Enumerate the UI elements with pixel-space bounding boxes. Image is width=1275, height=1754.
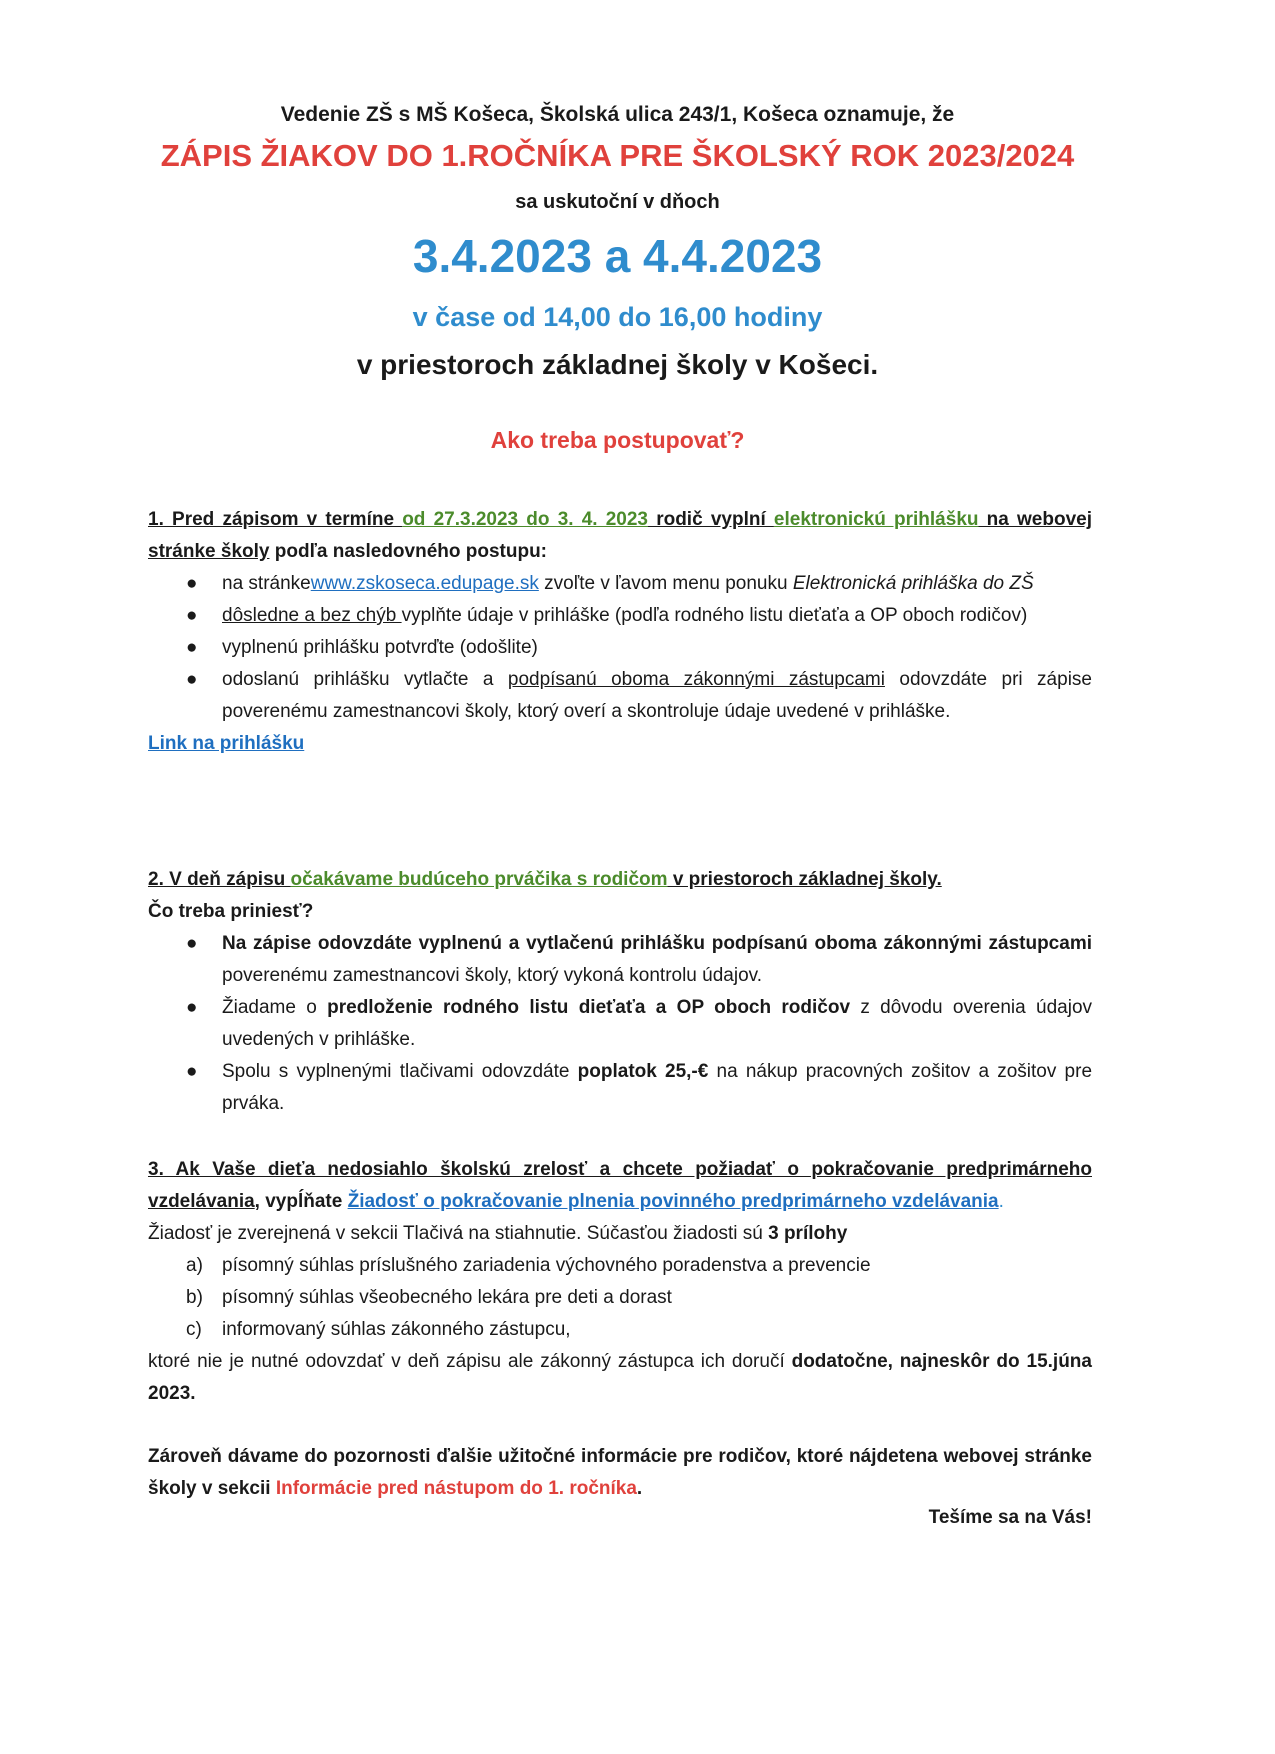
closing-paragraph: Zároveň dávame do pozornosti ďalšie užitočné informácie pre rodičov, ktoré nájdetena webovej stránke školy v sekcii Informácie pred nástupom do 1. ročníka. bbox=[148, 1446, 1092, 1499]
section-2-list bbox=[148, 928, 1092, 1120]
list-item: ● Žiadame o predloženie rodného listu dieťaťa a OP oboch rodičov z dôvodu overenia údajov uvedených v prihláške. bbox=[148, 992, 1092, 1056]
page-title: ZÁPIS ŽIAKOV DO 1.ROČNÍKA PRE ŠKOLSKÝ ROK 2023/2024 bbox=[160, 138, 1075, 173]
section-2-heading: 2. V deň zápisu očakávame budúceho prváčika s rodičom v priestoroch základnej školy. bbox=[148, 869, 942, 890]
sign-off: Tešíme sa na Vás! bbox=[928, 1507, 1092, 1528]
list-item: ● odoslanú prihlášku vytlačte a podpísanú oboma zákonnými zástupcami odovzdáte pri zápise poverenému zamestnancovi školy, ktorý overí a skontroluje údaje uvedené v prihláške. bbox=[148, 664, 1092, 728]
bullet-icon: ● bbox=[186, 933, 198, 954]
section-3-note: Žiadosť je zverejnená v sekcii Tlačivá na stiahnutie. Súčasťou žiadosti sú 3 prílohy bbox=[148, 1223, 848, 1244]
list-item: ● Spolu s vyplnenými tlačivami odovzdáte poplatok 25,-€ na nákup pracovných zošitov a zošitov pre prváka. bbox=[148, 1056, 1092, 1120]
bullet-icon: ● bbox=[186, 605, 198, 626]
school-website-link[interactable]: www.zskoseca.edupage.sk bbox=[310, 573, 539, 594]
bullet-icon: ● bbox=[186, 1061, 198, 1082]
list-item: c) informovaný súhlas zákonného zástupcu, bbox=[186, 1319, 571, 1340]
bullet-icon: ● bbox=[186, 573, 198, 594]
section-3 bbox=[148, 1154, 1092, 1410]
list-item: ● na stránkewww.zskoseca.edupage.sk zvoľte v ľavom menu ponuku Elektronická prihláška do ZŠ bbox=[148, 568, 1092, 600]
application-link[interactable]: Link na prihlášku bbox=[148, 733, 305, 754]
bullet-icon: ● bbox=[186, 637, 198, 658]
extension-request-link[interactable]: Žiadosť o pokračovanie plnenia povinného predprimárneho vzdelávania bbox=[347, 1191, 999, 1212]
list-item: ● vyplnenú prihlášku potvrďte (odošlite) bbox=[148, 632, 1092, 664]
section-3-heading: 3. Ak Vaše dieťa nedosiahlo školskú zrelosť a chcete požiadať o pokračovanie predprimárneho vzdelávania, vypĺňate Žiadosť o pokračovanie plnenia povinného predprimárneho vzdelávania. bbox=[148, 1159, 1092, 1212]
how-to-heading: Ako treba postupovať? bbox=[490, 427, 745, 453]
enrollment-time: v čase od 14,00 do 16,00 hodiny bbox=[412, 302, 823, 332]
enrollment-dates: 3.4.2023 a 4.4.2023 bbox=[412, 230, 823, 282]
intro-line: Vedenie ZŠ s MŠ Košeca, Školská ulica 243/1, Košeca oznamuje, že bbox=[280, 103, 955, 126]
list-item: b) písomný súhlas všeobecného lekára pre deti a dorast bbox=[186, 1287, 672, 1308]
section-2-question: Čo treba priniesť? bbox=[148, 901, 314, 922]
section-1-heading: 1. Pred zápisom v termíne od 27.3.2023 do 3. 4. 2023 rodič vyplní elektronickú prihlášku na webovej stránke školy podľa nasledovného postupu: bbox=[148, 509, 1092, 562]
list-item: ● dôsledne a bez chýb vyplňte údaje v prihláške (podľa rodného listu dieťaťa a OP oboch rodičov) bbox=[148, 600, 1092, 632]
section-1 bbox=[148, 504, 1092, 760]
section-3-footer: ktoré nie je nutné odovzdať v deň zápisu ale zákonný zástupca ich doručí dodatočne, najneskôr do 15.júna 2023. bbox=[148, 1351, 1092, 1404]
section-3-list bbox=[148, 1250, 1092, 1346]
list-item: a) písomný súhlas príslušného zariadenia výchovného poradenstva a prevencie bbox=[186, 1255, 871, 1276]
bullet-icon: ● bbox=[186, 997, 198, 1018]
list-item: ● Na zápise odovzdáte vyplnenú a vytlačenú prihlášku podpísanú oboma zákonnými zástupcami poverenému zamestnancovi školy, ktorý vykoná kontrolu údajov. bbox=[148, 928, 1092, 992]
section-1-list bbox=[148, 568, 1092, 728]
section-2 bbox=[148, 864, 1092, 1120]
subline: sa uskutoční v dňoch bbox=[515, 191, 720, 213]
bullet-icon: ● bbox=[186, 669, 198, 690]
enrollment-place: v priestoroch základnej školy v Košeci. bbox=[356, 349, 879, 380]
